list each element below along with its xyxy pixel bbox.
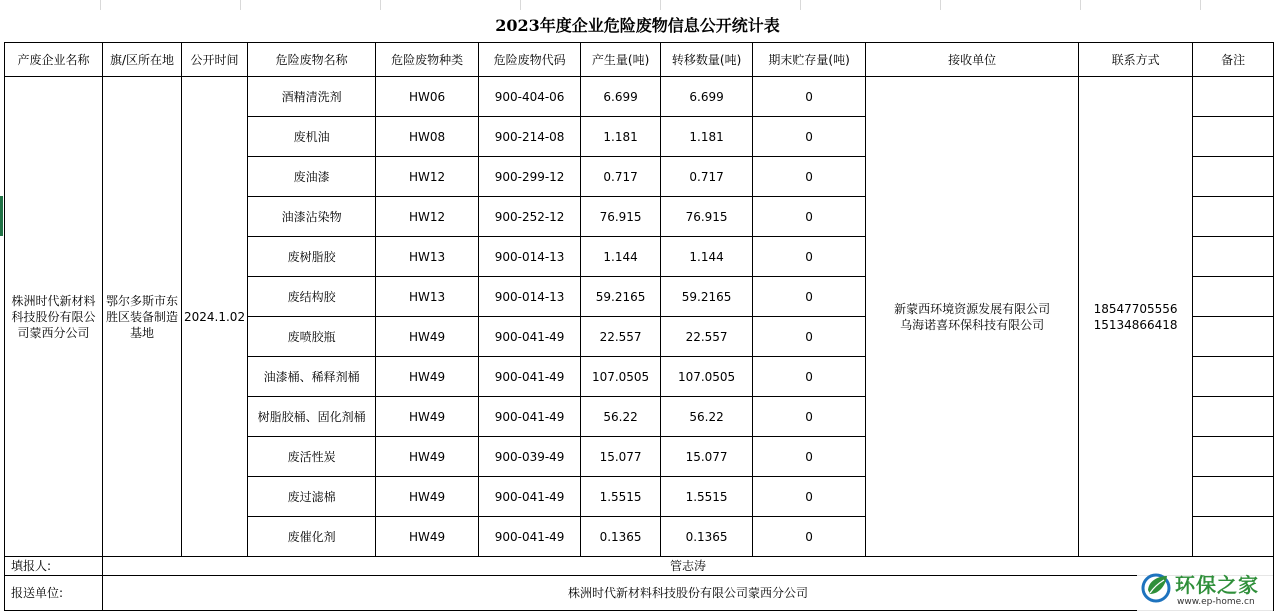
remark-cell[interactable] [1193,357,1274,397]
stored-cell[interactable]: 0 [753,517,866,557]
remark-cell[interactable] [1193,117,1274,157]
transferred-cell[interactable]: 0.717 [661,157,753,197]
leaf-globe-icon [1139,570,1173,604]
remark-cell[interactable] [1193,277,1274,317]
produced-cell[interactable]: 56.22 [581,397,661,437]
col-header[interactable]: 接收单位 [866,43,1079,77]
waste-category-cell[interactable]: HW49 [376,397,479,437]
watermark-url: www.ep-home.cn [1177,597,1255,607]
col-header[interactable]: 危险废物名称 [248,43,376,77]
transferred-cell[interactable]: 1.5515 [661,477,753,517]
transferred-cell[interactable]: 15.077 [661,437,753,477]
header-row [5,43,1274,77]
receiver-line: 新蒙西环境资源发展有限公司 [894,301,1051,316]
stored-cell[interactable]: 0 [753,317,866,357]
transferred-cell[interactable]: 59.2165 [661,277,753,317]
reporter-label[interactable]: 填报人: [5,557,103,576]
waste-name-cell[interactable]: 废结构胶 [248,277,376,317]
waste-code-cell[interactable]: 900-041-49 [479,317,581,357]
col-header[interactable]: 联系方式 [1079,43,1193,77]
transferred-cell[interactable]: 1.181 [661,117,753,157]
transferred-cell[interactable]: 0.1365 [661,517,753,557]
waste-name-cell[interactable]: 树脂胶桶、固化剂桶 [248,397,376,437]
transferred-cell[interactable]: 56.22 [661,397,753,437]
col-header[interactable]: 公开时间 [182,43,248,77]
remark-cell[interactable] [1193,157,1274,197]
waste-code-cell[interactable]: 900-039-49 [479,437,581,477]
waste-code-cell[interactable]: 900-041-49 [479,517,581,557]
company-cell[interactable]: 株洲时代新材料科技股份有限公司蒙西分公司 [5,77,103,557]
waste-code-cell[interactable]: 900-014-13 [479,277,581,317]
remark-cell[interactable] [1193,317,1274,357]
waste-category-cell[interactable]: HW06 [376,77,479,117]
remark-cell[interactable] [1193,517,1274,557]
watermark-text: 环保之家 [1175,573,1259,597]
waste-name-cell[interactable]: 废活性炭 [248,437,376,477]
produced-cell[interactable]: 1.5515 [581,477,661,517]
col-header[interactable]: 旗/区所在地 [103,43,182,77]
col-header[interactable]: 期末贮存量(吨) [753,43,866,77]
submitter-value[interactable]: 株洲时代新材料科技股份有限公司蒙西分公司 [103,576,1274,611]
waste-code-cell[interactable]: 900-041-49 [479,397,581,437]
stored-cell[interactable]: 0 [753,397,866,437]
col-header[interactable]: 危险废物代码 [479,43,581,77]
reporter-row [5,557,1274,576]
produced-cell[interactable]: 0.717 [581,157,661,197]
waste-name-cell[interactable]: 油漆沾染物 [248,197,376,237]
col-header[interactable]: 转移数量(吨) [661,43,753,77]
produced-cell[interactable]: 107.0505 [581,357,661,397]
waste-name-cell[interactable]: 废过滤棉 [248,477,376,517]
waste-code-cell[interactable]: 900-214-08 [479,117,581,157]
stored-cell[interactable]: 0 [753,357,866,397]
transferred-cell[interactable]: 6.699 [661,77,753,117]
waste-category-cell[interactable]: HW13 [376,277,479,317]
remark-cell[interactable] [1193,437,1274,477]
produced-cell[interactable]: 76.915 [581,197,661,237]
waste-code-cell[interactable]: 900-041-49 [479,477,581,517]
waste-name-cell[interactable]: 油漆桶、稀释剂桶 [248,357,376,397]
produced-cell[interactable]: 1.144 [581,237,661,277]
receiver-line: 乌海诺喜环保科技有限公司 [900,317,1045,332]
stored-cell[interactable]: 0 [753,437,866,477]
contact-line: 18547705556 [1093,301,1178,316]
waste-category-cell[interactable]: HW49 [376,317,479,357]
table-row [5,77,1274,117]
waste-category-cell[interactable]: HW12 [376,197,479,237]
remark-cell[interactable] [1193,77,1274,117]
reporter-value[interactable]: 管志涛 [103,557,1274,576]
stored-cell[interactable]: 0 [753,117,866,157]
remark-cell[interactable] [1193,397,1274,437]
submitter-label[interactable]: 报送单位: [5,576,103,611]
stored-cell[interactable]: 0 [753,157,866,197]
location-cell[interactable]: 鄂尔多斯市东胜区装备制造基地 [103,77,182,557]
waste-name-cell[interactable]: 废催化剂 [248,517,376,557]
stored-cell[interactable]: 0 [753,237,866,277]
waste-category-cell[interactable]: HW12 [376,157,479,197]
produced-cell[interactable]: 0.1365 [581,517,661,557]
col-header[interactable]: 产废企业名称 [5,43,103,77]
produced-cell[interactable]: 15.077 [581,437,661,477]
contact-line: 15134866418 [1093,317,1178,332]
waste-category-cell[interactable]: HW49 [376,477,479,517]
waste-category-cell[interactable]: HW49 [376,437,479,477]
waste-name-cell[interactable]: 废喷胶瓶 [248,317,376,357]
watermark-logo [1137,568,1273,612]
waste-name-cell[interactable]: 废油漆 [248,157,376,197]
stored-cell[interactable]: 0 [753,197,866,237]
waste-code-cell[interactable]: 900-041-49 [479,357,581,397]
waste-category-cell[interactable]: HW49 [376,517,479,557]
waste-category-cell[interactable]: HW49 [376,357,479,397]
transferred-cell[interactable]: 22.557 [661,317,753,357]
stored-cell[interactable]: 0 [753,277,866,317]
waste-code-cell[interactable]: 900-404-06 [479,77,581,117]
submitter-row [5,576,1274,611]
produced-cell[interactable]: 59.2165 [581,277,661,317]
waste-category-cell[interactable]: HW08 [376,117,479,157]
contact-cell[interactable] [1079,77,1193,557]
remark-cell[interactable] [1193,197,1274,237]
stored-cell[interactable]: 0 [753,77,866,117]
waste-name-cell[interactable]: 酒精清洗剂 [248,77,376,117]
waste-name-cell[interactable]: 废树脂胶 [248,237,376,277]
stored-cell[interactable]: 0 [753,477,866,517]
col-header[interactable]: 备注 [1193,43,1274,77]
waste-name-cell[interactable]: 废机油 [248,117,376,157]
publish-date-cell[interactable]: 2024.1.02 [182,77,248,557]
produced-cell[interactable]: 1.181 [581,117,661,157]
waste-code-cell[interactable]: 900-014-13 [479,237,581,277]
waste-code-cell[interactable]: 900-252-12 [479,197,581,237]
produced-cell[interactable]: 6.699 [581,77,661,117]
receiver-cell[interactable] [866,77,1079,557]
row-selection-marker [0,196,3,236]
transferred-cell[interactable]: 1.144 [661,237,753,277]
col-header[interactable]: 危险废物种类 [376,43,479,77]
remark-cell[interactable] [1193,237,1274,277]
page-title: 2023年度企业危险废物信息公开统计表 [0,10,1275,42]
col-header[interactable]: 产生量(吨) [581,43,661,77]
remark-cell[interactable] [1193,477,1274,517]
transferred-cell[interactable]: 107.0505 [661,357,753,397]
produced-cell[interactable]: 22.557 [581,317,661,357]
waste-category-cell[interactable]: HW13 [376,237,479,277]
waste-code-cell[interactable]: 900-299-12 [479,157,581,197]
waste-report-table [4,42,1274,611]
transferred-cell[interactable]: 76.915 [661,197,753,237]
